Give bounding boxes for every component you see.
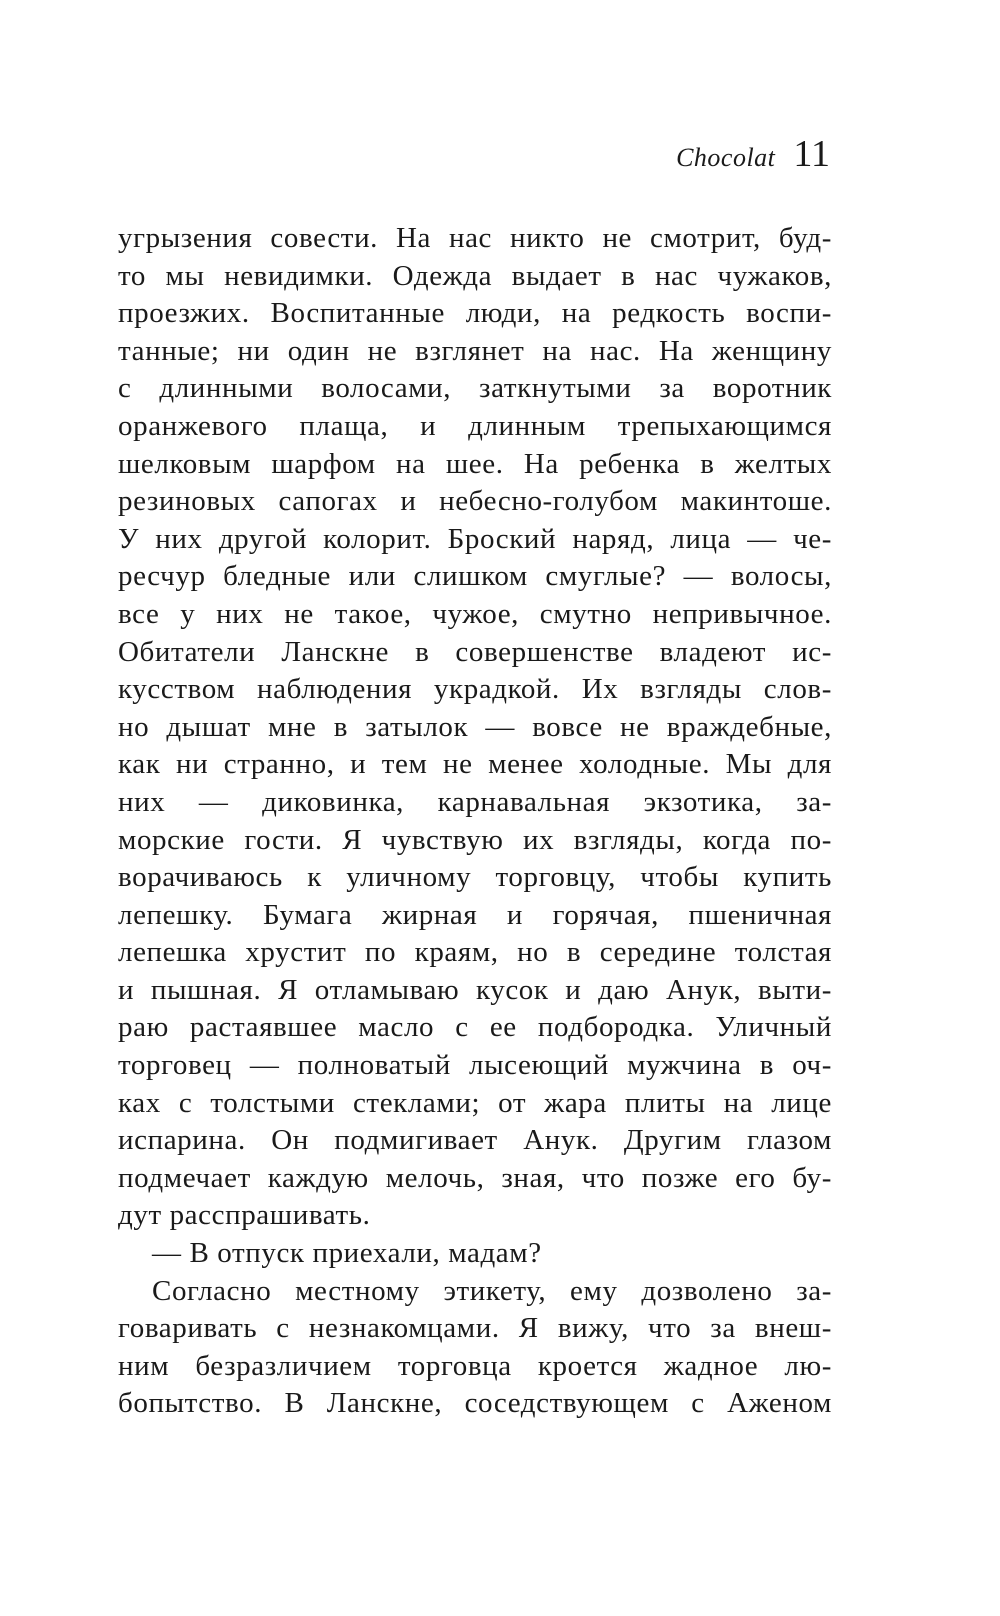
page-number: 11 [793,133,830,175]
text-line: оранжевого плаща, и длинным трепыхающимся [118,409,832,442]
text-line: говаривать с незнакомцами. Я вижу, что за внеш- [118,1312,832,1345]
text-line: но дышат мне в затылок — вовсе не враждебные, [118,710,832,743]
text-line: подмечает каждую мелочь, зная, что позже его бу- [118,1161,832,1194]
text-line: ворачиваюсь к уличному торговцу, чтобы купить [118,861,832,894]
text-line: ним безразличием торговца кроется жадное лю- [118,1349,832,1382]
text-line: ресчур бледные или слишком смуглые? — волосы, [118,560,832,593]
text-line: лепешка хрустит по краям, но в середине толстая [118,936,832,969]
text-line: как ни странно, и тем не менее холодные. Мы для [118,748,832,781]
text-line: Обитатели Ланскне в совершенстве владеют ис- [118,635,832,668]
text-line: шелковым шарфом на шее. На ребенка в желтых [118,447,832,480]
text-line: раю растаявшее масло с ее подбородка. Уличный [118,1011,832,1044]
text-line: с длинными волосами, заткнутыми за воротник [118,372,832,405]
text-line: бопытство. В Ланскне, соседствующем с Аженом [118,1387,832,1420]
text-line: испарина. Он подмигивает Анук. Другим глазом [118,1124,832,1157]
book-title: Chocolat [676,143,776,172]
text-line: лепешку. Бумага жирная и горячая, пшеничная [118,898,832,931]
text-line: ках с толстыми стеклами; от жара плиты на лице [118,1086,832,1119]
text-line: все у них не такое, чужое, смутно непривычное. [118,597,832,630]
text-line: У них другой колорит. Броский наряд, лица — че- [118,522,832,555]
running-head [676,132,830,176]
text-line: — В отпуск приехали, мадам? [152,1237,542,1270]
text-line: угрызения совести. На нас никто не смотрит, буд- [118,222,832,254]
text-line: торговец — полноватый лысеющий мужчина в оч- [118,1049,832,1082]
text-line: проезжих. Воспитанные люди, на редкость воспи- [118,297,832,330]
text-line: танные; ни один не взглянет на нас. На женщину [118,334,832,367]
text-line: то мы невидимки. Одежда выдает в нас чужаков, [118,259,832,292]
text-line: морские гости. Я чувствую их взгляды, когда по- [118,823,832,856]
text-line: них — диковинка, карнавальная экзотика, за- [118,785,832,818]
text-line: Согласно местному этикету, ему дозволено за- [152,1274,832,1307]
body-text [118,220,832,1423]
text-line: кусством наблюдения украдкой. Их взгляды слов- [118,673,832,706]
text-line: дут расспрашивать. [118,1199,371,1232]
text-line: и пышная. Я отламываю кусок и даю Анук, выти- [118,973,832,1006]
text-line: резиновых сапогах и небесно-голубом макинтоше. [118,485,832,518]
